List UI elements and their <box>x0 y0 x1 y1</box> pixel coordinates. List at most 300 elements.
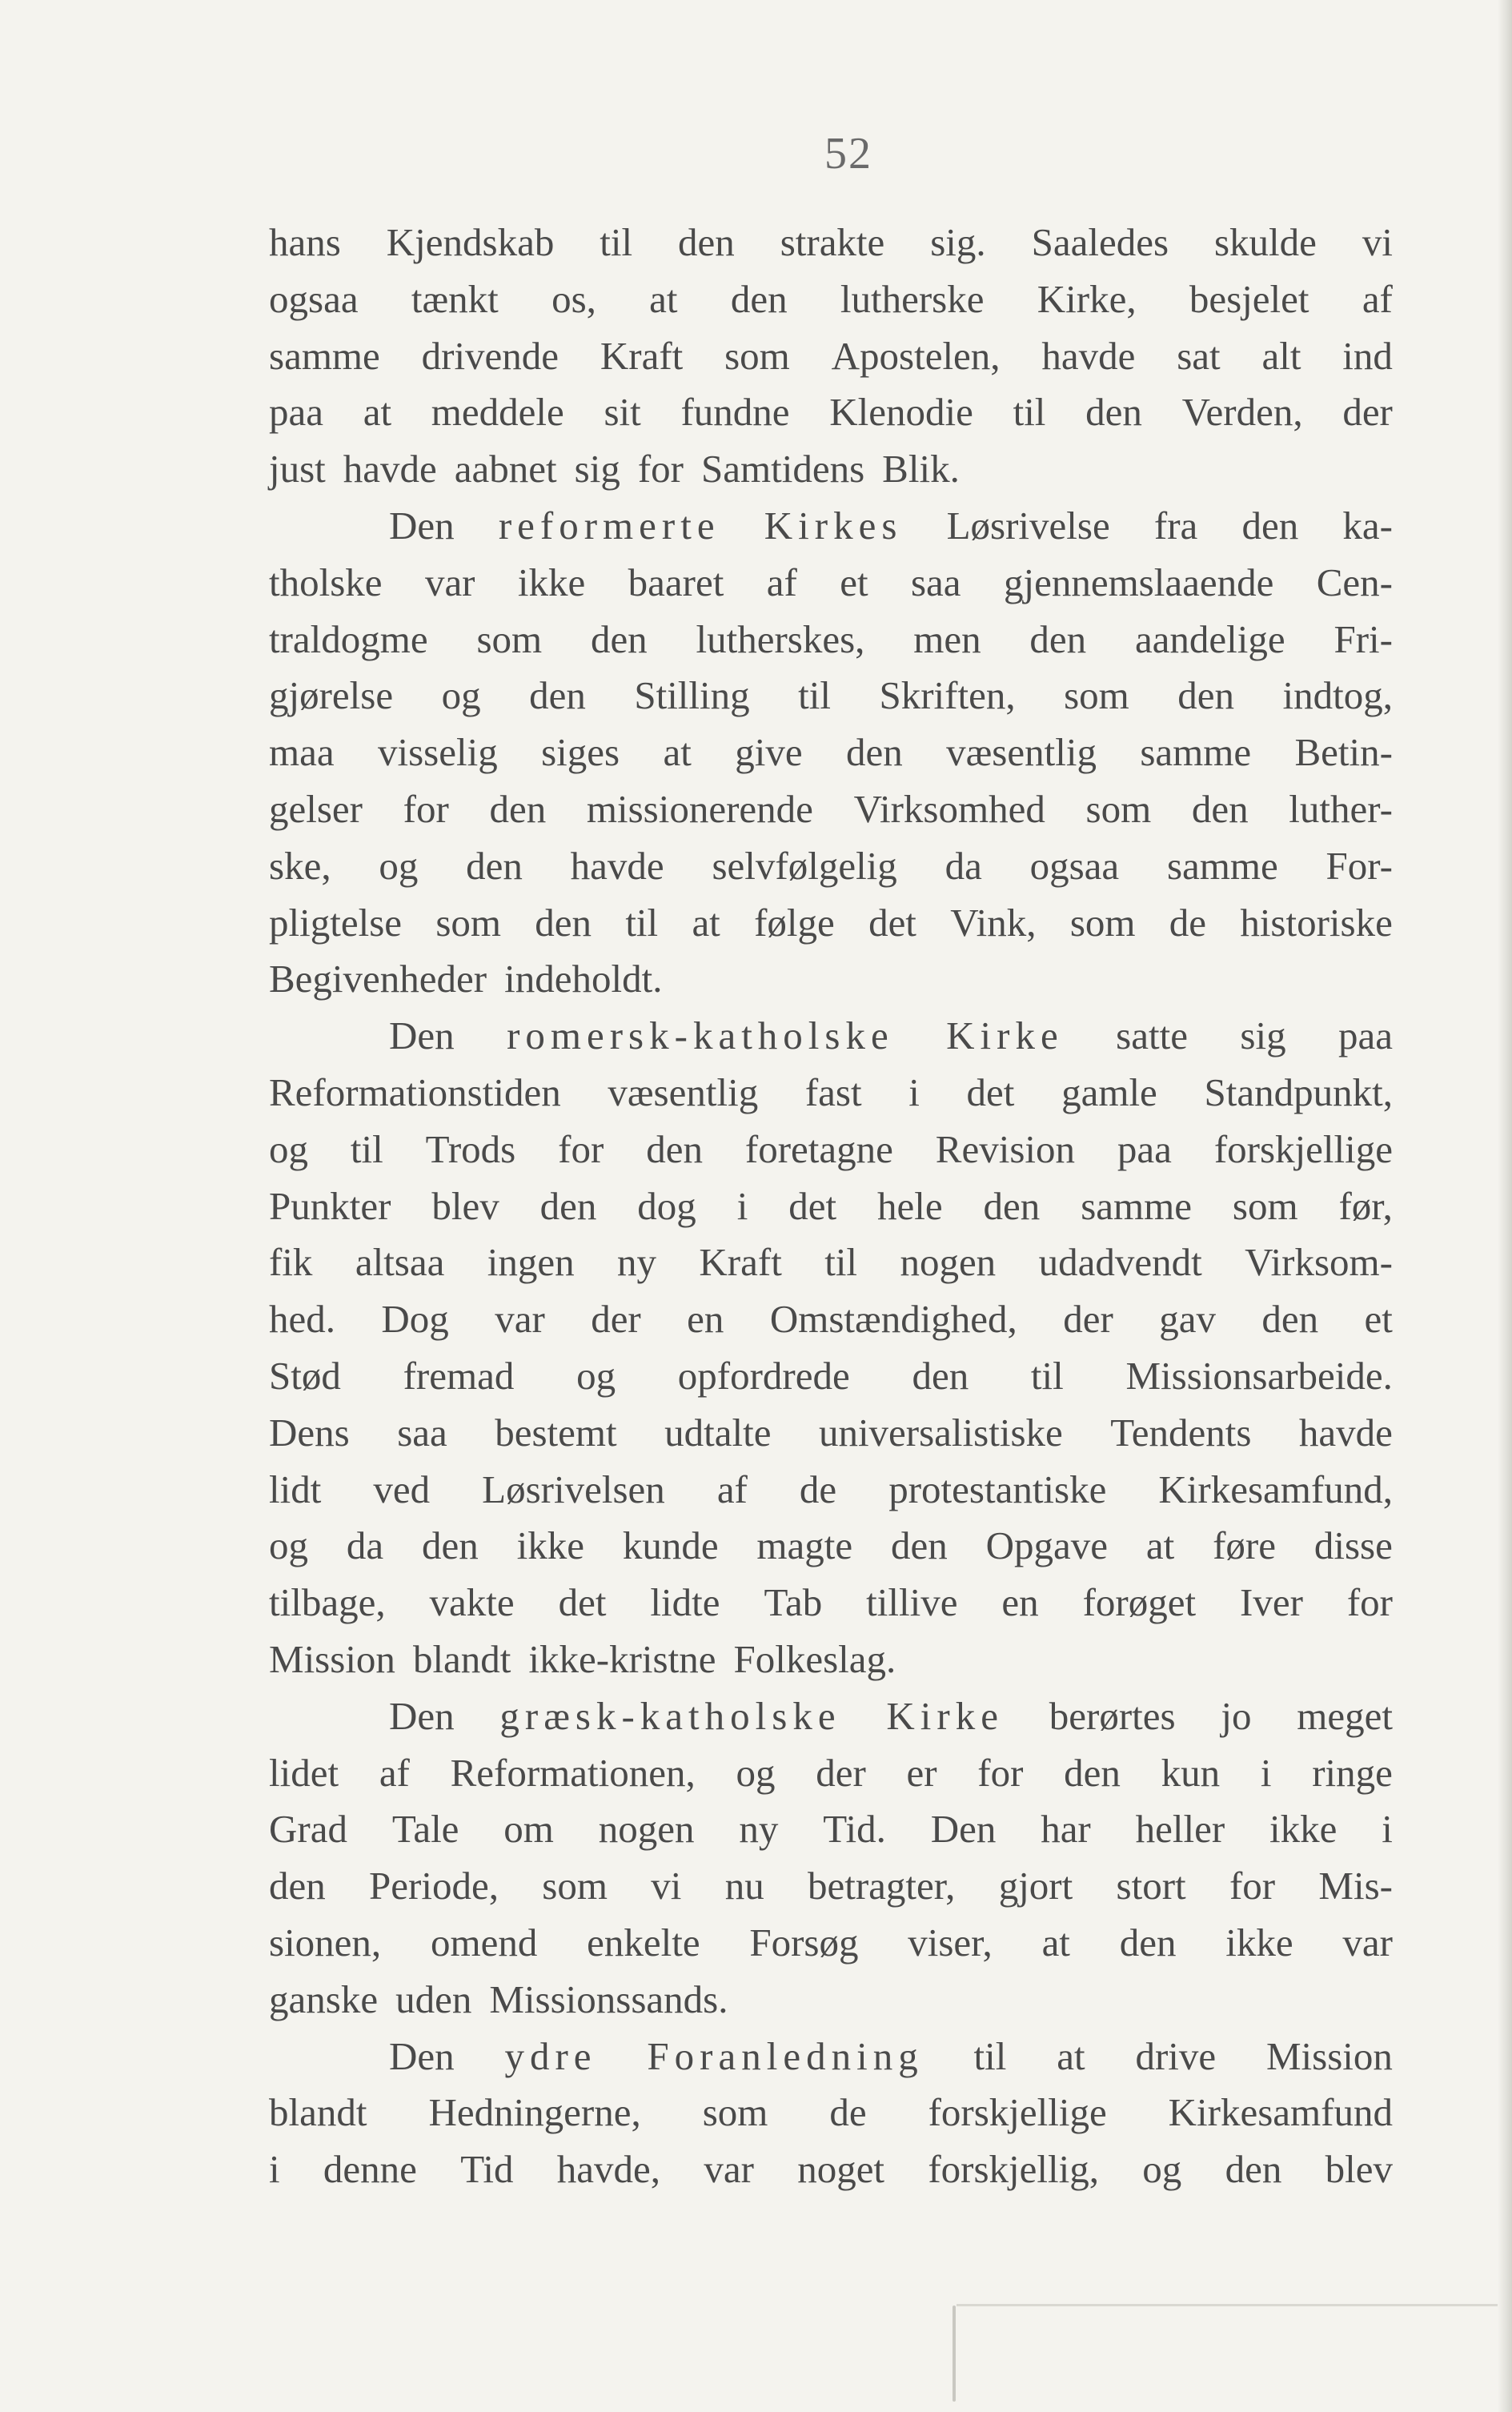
word: traldogme <box>269 616 428 661</box>
word: den <box>539 1183 597 1228</box>
word: Trods <box>425 1126 516 1171</box>
word: Løsrivelsen <box>482 1467 665 1511</box>
page-fold-mark <box>953 2306 956 2402</box>
word: for <box>977 1750 1024 1795</box>
word: Reformationen, <box>450 1750 696 1795</box>
word: den <box>1029 616 1087 661</box>
word: Forsøg <box>749 1920 859 1965</box>
word: Reformationstiden <box>269 1070 561 1114</box>
word: ind <box>1342 333 1393 378</box>
word: for <box>1346 1580 1393 1625</box>
word: For- <box>1326 843 1393 888</box>
word: baaret <box>628 560 724 604</box>
word: bestemt <box>495 1410 617 1455</box>
word: Tendents <box>1110 1410 1252 1455</box>
word: til <box>1013 390 1046 435</box>
word: Begivenheder <box>269 957 487 1001</box>
word: drive <box>1135 2033 1217 2078</box>
word: havde <box>570 843 664 888</box>
word: Dens <box>269 1410 350 1455</box>
text-line <box>269 781 1393 838</box>
word: Dog <box>381 1297 449 1342</box>
text-line <box>269 271 1393 328</box>
word: pligtelse <box>269 900 403 945</box>
word: som <box>724 333 790 378</box>
word: den <box>983 1183 1041 1228</box>
word: at <box>649 276 678 321</box>
word: Tale <box>391 1807 459 1852</box>
word: fundne <box>680 390 790 435</box>
word: til <box>798 673 831 718</box>
word: paa <box>1117 1126 1172 1171</box>
word: Omstændighed, <box>769 1297 1017 1342</box>
page-number: 52 <box>824 129 872 179</box>
word: at <box>692 900 720 945</box>
word: af <box>1362 276 1393 321</box>
word: samme <box>269 333 380 378</box>
word: for <box>1229 1864 1276 1908</box>
word: nu <box>724 1864 764 1908</box>
word: Grad <box>269 1807 347 1852</box>
word: fremad <box>403 1353 515 1398</box>
word: blev <box>431 1183 499 1228</box>
word: Den <box>389 1693 455 1738</box>
word: og <box>269 1523 308 1568</box>
word: berørtes <box>1049 1693 1176 1738</box>
word: for <box>637 447 684 492</box>
word: havde <box>1041 333 1136 378</box>
word: alt <box>1261 333 1301 378</box>
word: men <box>913 616 981 661</box>
word: stort <box>1116 1864 1186 1908</box>
word: selvfølgelig <box>712 843 897 888</box>
word: Fri- <box>1334 616 1393 661</box>
word: ny <box>739 1807 779 1852</box>
text-line <box>269 1462 1393 1519</box>
word: og <box>379 843 419 888</box>
word: og <box>441 673 481 718</box>
word: en <box>1001 1580 1039 1625</box>
text-line <box>269 1575 1393 1631</box>
word: ogsaa <box>1029 843 1120 888</box>
text-line <box>269 838 1393 895</box>
word: et <box>1364 1297 1393 1342</box>
word: var <box>1342 1920 1393 1965</box>
word: Kirkes <box>764 503 903 548</box>
word: den <box>535 900 592 945</box>
word: den <box>269 1864 326 1908</box>
word: følge <box>754 900 835 945</box>
text-line <box>269 555 1393 612</box>
word: forskjellig, <box>928 2147 1100 2192</box>
word: vakte <box>429 1580 515 1625</box>
word: Kirkesamfund, <box>1158 1467 1393 1511</box>
word: Vink, <box>950 900 1037 945</box>
word: og <box>576 1353 616 1398</box>
word: disse <box>1313 1523 1393 1568</box>
body-text <box>269 215 1393 2198</box>
text-line <box>269 2029 1393 2085</box>
word: det <box>788 1183 837 1228</box>
word: hele <box>877 1183 943 1228</box>
word: tholske <box>269 560 383 604</box>
word: nogen <box>598 1807 695 1852</box>
word: ved <box>373 1467 431 1511</box>
text-line <box>269 2141 1393 2198</box>
word: de <box>1169 900 1207 945</box>
word: som <box>1064 673 1129 718</box>
word: Kirke <box>886 1693 1004 1738</box>
word: før, <box>1338 1183 1393 1228</box>
word: og <box>269 1126 308 1171</box>
word: til <box>350 1126 383 1171</box>
word: Klenodie <box>829 390 973 435</box>
word: Saaledes <box>1031 220 1169 264</box>
word: havde <box>343 447 437 492</box>
word: lutherskes, <box>696 616 865 661</box>
word: som <box>1232 1183 1298 1228</box>
word: det <box>558 1580 607 1625</box>
word: den <box>1085 390 1142 435</box>
word: lutherske <box>840 276 985 321</box>
word: Kjendskab <box>386 220 555 264</box>
word: var <box>704 2147 754 2192</box>
word: paa <box>1338 1013 1393 1058</box>
word: ydre <box>504 2033 597 2078</box>
word: græsk-katholske <box>499 1693 841 1738</box>
word: til <box>1030 1353 1064 1398</box>
word: ikke <box>517 560 586 604</box>
word: sionen, <box>269 1920 382 1965</box>
word: sig <box>1240 1013 1286 1058</box>
word: give <box>735 730 803 775</box>
word: Kraft <box>699 1240 782 1285</box>
word: at <box>1145 1523 1175 1568</box>
word: at <box>363 390 392 435</box>
word: ingen <box>487 1240 575 1285</box>
word: missionerende <box>586 786 813 831</box>
text-line <box>269 1915 1393 1972</box>
word: fra <box>1153 503 1198 548</box>
word: udadvendt <box>1038 1240 1202 1285</box>
word: Periode, <box>369 1864 499 1908</box>
word: ikke-kristne <box>528 1636 716 1681</box>
word: tænkt <box>411 276 499 321</box>
word: ny <box>617 1240 657 1285</box>
word: af <box>766 560 797 604</box>
text-line <box>269 1688 1393 1745</box>
text-line <box>269 441 1393 498</box>
word: magte <box>756 1523 853 1568</box>
word: væsentlig <box>946 730 1097 775</box>
word: har <box>1041 1807 1091 1852</box>
text-line <box>269 215 1393 271</box>
word: i <box>269 2147 280 2192</box>
word: i <box>1382 1807 1393 1852</box>
word: drivende <box>421 333 559 378</box>
word: hans <box>269 220 341 264</box>
text-line <box>269 1745 1393 1802</box>
word: samme <box>1140 730 1252 775</box>
word: en <box>687 1297 724 1342</box>
word: blev <box>1325 2147 1393 2192</box>
word: blandt <box>269 2090 367 2135</box>
word: den <box>1119 1920 1177 1965</box>
word: samme <box>1166 843 1278 888</box>
word: saa <box>910 560 961 604</box>
word: ogsaa <box>269 276 359 321</box>
word: havde, <box>556 2147 661 2192</box>
word: den <box>529 673 586 718</box>
word: i <box>736 1183 748 1228</box>
word: noget <box>797 2147 885 2192</box>
word: just <box>269 447 326 492</box>
word: ikke <box>1225 1920 1293 1965</box>
text-line <box>269 1858 1393 1915</box>
word: den <box>1225 2147 1282 2192</box>
word: er <box>906 1750 937 1795</box>
word: udtalte <box>664 1410 772 1455</box>
word: gjennemslaaende <box>1003 560 1274 604</box>
word: i <box>1260 1750 1272 1795</box>
word: og <box>1142 2147 1182 2192</box>
word: Hedningerne, <box>428 2090 641 2135</box>
page-right-edge <box>1498 0 1512 2412</box>
word: saa <box>397 1410 447 1455</box>
word: Kirke <box>946 1013 1064 1058</box>
word: Punkter <box>269 1183 391 1228</box>
word: Blik. <box>882 447 960 492</box>
word: den <box>1064 1750 1121 1795</box>
word: nogen <box>900 1240 997 1285</box>
text-line <box>269 1801 1393 1858</box>
word: den <box>1261 1297 1319 1342</box>
word: for <box>558 1126 604 1171</box>
word: da <box>346 1523 384 1568</box>
word: heller <box>1135 1807 1225 1852</box>
word: lidt <box>269 1467 322 1511</box>
word: ringe <box>1312 1750 1393 1795</box>
word: satte <box>1116 1013 1188 1058</box>
word: som <box>435 900 501 945</box>
word: fast <box>804 1070 862 1114</box>
word: den <box>912 1353 969 1398</box>
word: den <box>1177 673 1234 718</box>
word: Mission <box>1265 2033 1393 2078</box>
word: ikke <box>516 1523 584 1568</box>
word: at <box>1057 2033 1085 2078</box>
word: den <box>1191 786 1249 831</box>
word: skulde <box>1213 220 1317 264</box>
text-line <box>269 951 1393 1008</box>
word: Mission <box>269 1636 395 1681</box>
text-line <box>269 1065 1393 1122</box>
word: den <box>421 1523 479 1568</box>
word: ka- <box>1342 503 1393 548</box>
word: blandt <box>412 1636 511 1681</box>
text-line <box>269 1122 1393 1178</box>
word: hed. <box>269 1297 335 1342</box>
word: ikke <box>1269 1807 1338 1852</box>
word: det <box>966 1070 1015 1114</box>
word: visselig <box>378 730 498 775</box>
text-line <box>269 724 1393 781</box>
word: Tid. <box>823 1807 886 1852</box>
word: der <box>1063 1297 1113 1342</box>
word: gelser <box>269 786 363 831</box>
word: den <box>466 843 523 888</box>
word: var <box>495 1297 545 1342</box>
word: Stød <box>269 1353 341 1398</box>
word: da <box>944 843 982 888</box>
word: betragter, <box>807 1864 956 1908</box>
word: Den <box>389 2033 455 2078</box>
word: der <box>1342 390 1393 435</box>
word: Stilling <box>634 673 750 718</box>
word: strakte <box>780 220 885 264</box>
word: forskjellige <box>1213 1126 1393 1171</box>
word: at <box>663 730 692 775</box>
word: den <box>891 1523 948 1568</box>
text-line <box>269 1291 1393 1348</box>
word: den <box>678 220 735 264</box>
text-line <box>269 1518 1393 1575</box>
word: den <box>590 616 648 661</box>
word: til <box>824 1240 858 1285</box>
word: universalistiske <box>818 1410 1063 1455</box>
word: den <box>845 730 903 775</box>
word: Cen- <box>1316 560 1393 604</box>
word: de <box>799 1467 837 1511</box>
word: Kraft <box>600 333 684 378</box>
word: kunde <box>622 1523 719 1568</box>
word: aabnet <box>454 447 557 492</box>
word: Missionsarbeide. <box>1125 1353 1393 1398</box>
word: romersk-katholske <box>507 1013 894 1058</box>
word: omend <box>430 1920 538 1965</box>
word: der <box>816 1750 866 1795</box>
word: det <box>868 900 916 945</box>
word: Apostelen, <box>831 333 1001 378</box>
word: fik <box>269 1240 313 1285</box>
word: Missionssands. <box>489 1977 728 2021</box>
word: føre <box>1213 1523 1276 1568</box>
word: meddele <box>431 390 564 435</box>
word: indeholdt. <box>504 957 663 1001</box>
word: i <box>908 1070 920 1114</box>
word: til <box>625 900 659 945</box>
text-line <box>269 1178 1393 1235</box>
word: sig. <box>930 220 986 264</box>
word: meget <box>1297 1693 1393 1738</box>
word: ske, <box>269 843 331 888</box>
word: som <box>702 2090 768 2135</box>
text-line <box>269 1972 1393 2029</box>
word: af <box>379 1750 410 1795</box>
word: tilbage, <box>269 1580 386 1625</box>
word: til <box>600 220 633 264</box>
page-fold-edge <box>957 2304 1501 2306</box>
word: den <box>646 1126 703 1171</box>
word: siges <box>541 730 620 775</box>
word: kun <box>1161 1750 1221 1795</box>
word: at <box>1041 1920 1070 1965</box>
word: dog <box>637 1183 696 1228</box>
word: Mis- <box>1318 1864 1393 1908</box>
word: aandelige <box>1134 616 1285 661</box>
text-line <box>269 668 1393 724</box>
text-line <box>269 498 1393 555</box>
text-line <box>269 1348 1393 1405</box>
word: sit <box>604 390 641 435</box>
word: som <box>1069 900 1136 945</box>
text-line <box>269 1631 1393 1688</box>
word: den <box>489 786 547 831</box>
word: historiske <box>1240 900 1393 945</box>
word: Standpunkt, <box>1204 1070 1393 1114</box>
text-line <box>269 895 1393 952</box>
word: væsentlig <box>608 1070 759 1114</box>
word: sat <box>1177 333 1221 378</box>
word: maa <box>269 730 335 775</box>
text-line <box>269 1008 1393 1065</box>
word: af <box>716 1467 748 1511</box>
word: Foranledning <box>647 2033 924 2078</box>
word: forskjellige <box>928 2090 1107 2135</box>
word: denne <box>323 2147 417 2192</box>
word: vi <box>1362 220 1393 264</box>
word: samme <box>1081 1183 1192 1228</box>
word: gav <box>1159 1297 1216 1342</box>
word: Tid <box>460 2147 514 2192</box>
word: Verden, <box>1181 390 1303 435</box>
word: Revision <box>935 1126 1076 1171</box>
word: forøget <box>1082 1580 1197 1625</box>
word: Den <box>389 503 455 548</box>
word: gamle <box>1061 1070 1157 1114</box>
word: os, <box>551 276 596 321</box>
word: lidet <box>269 1750 339 1795</box>
word: Virksom- <box>1245 1240 1393 1285</box>
word: Skriften, <box>879 673 1016 718</box>
word: indtog, <box>1282 673 1393 718</box>
word: som <box>1085 786 1152 831</box>
word: Betin- <box>1294 730 1393 775</box>
word: Iver <box>1240 1580 1303 1625</box>
word: gjort <box>998 1864 1073 1908</box>
word: Samtidens <box>700 447 865 492</box>
word: Løsrivelse <box>946 503 1110 548</box>
word: Folkeslag. <box>733 1636 896 1681</box>
word: var <box>424 560 475 604</box>
word: besjelet <box>1189 276 1309 321</box>
text-line <box>269 612 1393 668</box>
word: foretagne <box>744 1126 893 1171</box>
word: vi <box>651 1864 682 1908</box>
word: jo <box>1221 1693 1252 1738</box>
word: Den <box>930 1807 997 1852</box>
word: uden <box>395 1977 472 2021</box>
word: altsaa <box>355 1240 445 1285</box>
word: Virksomhed <box>853 786 1045 831</box>
word: et <box>840 560 868 604</box>
word: der <box>591 1297 641 1342</box>
word: protestantiske <box>888 1467 1107 1511</box>
text-line <box>269 328 1393 385</box>
word: sig <box>574 447 620 492</box>
word: paa <box>269 390 323 435</box>
text-line <box>269 1234 1393 1291</box>
